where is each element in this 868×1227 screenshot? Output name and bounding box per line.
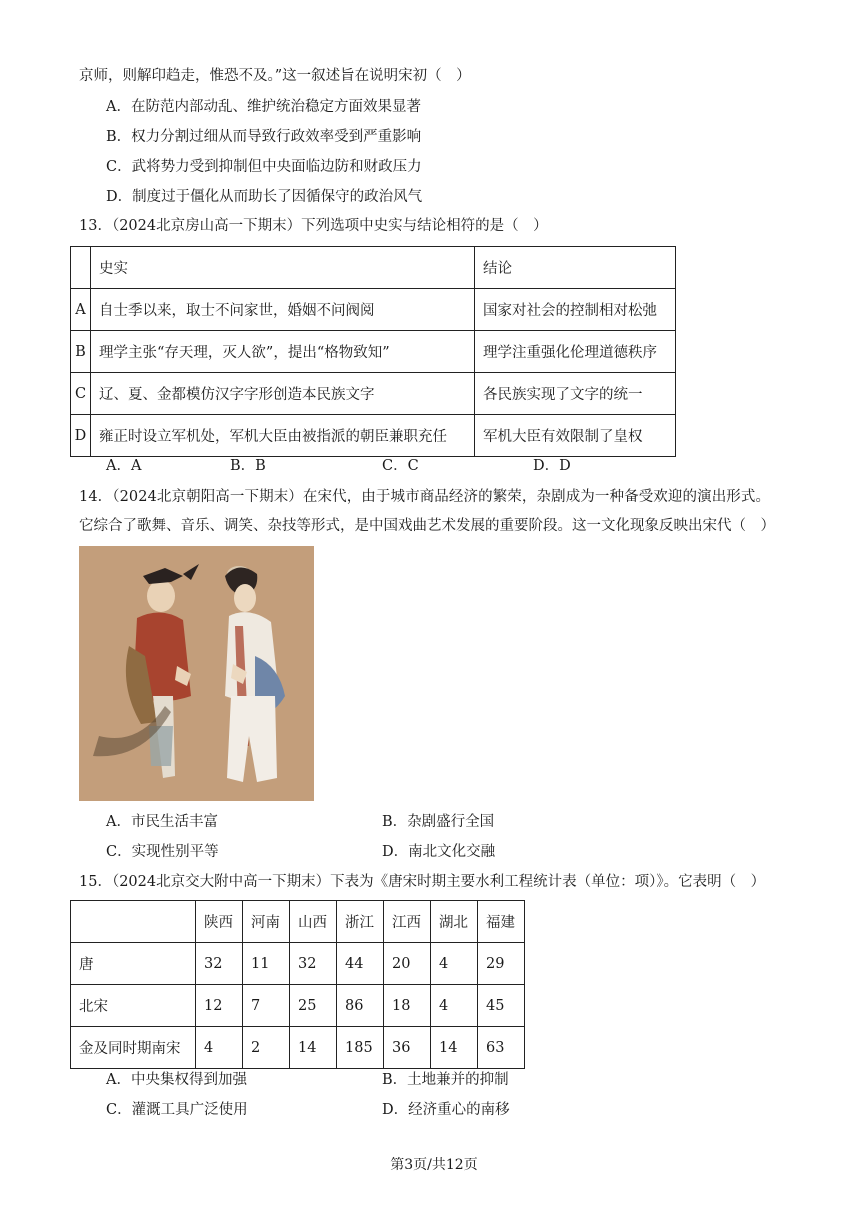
q15-stem: 15．（2024北京交大附中高一下期末）下表为《唐宋时期主要水利工程统计表（单位：项）》。它表明（ ） <box>79 874 766 890</box>
table-cell: 理学注重强化伦理道德秩序 <box>475 331 676 373</box>
table-cell: B <box>71 331 91 373</box>
table-cell: 32 <box>196 943 243 985</box>
page-footer: 第3页/共12页 <box>390 1157 478 1173</box>
table-cell <box>71 247 91 289</box>
table-cell: 20 <box>384 943 431 985</box>
table-cell: 32 <box>290 943 337 985</box>
table-header: 山西 <box>290 901 337 943</box>
table-cell: 军机大臣有效限制了皇权 <box>475 415 676 457</box>
table-cell: 29 <box>478 943 525 985</box>
q13-option-a: A．A <box>106 458 142 474</box>
table-cell: 185 <box>337 1027 384 1069</box>
table-header: 浙江 <box>337 901 384 943</box>
q14-option-b: B．杂剧盛行全国 <box>382 814 495 830</box>
table-cell: 18 <box>384 985 431 1027</box>
table-row <box>71 373 676 415</box>
table-cell: D <box>71 415 91 457</box>
painting-tint <box>79 546 314 801</box>
table-cell: 25 <box>290 985 337 1027</box>
table-cell: 45 <box>478 985 525 1027</box>
q14-option-d: D．南北文化交融 <box>382 844 496 860</box>
q14-option-c: C．实现性别平等 <box>106 844 219 860</box>
table-cell: 4 <box>196 1027 243 1069</box>
table-row <box>71 415 676 457</box>
table-cell: 辽、夏、金都模仿汉字字形创造本民族文字 <box>91 373 475 415</box>
q13-option-b: B．B <box>230 458 266 474</box>
table-cell <box>71 901 196 943</box>
q12-option-c: C．武将势力受到抑制但中央面临边防和财政压力 <box>106 159 422 175</box>
q15-option-b: B．土地兼并的抑制 <box>382 1072 509 1088</box>
table-cell: 4 <box>431 943 478 985</box>
table-row <box>71 943 525 985</box>
q14-stem-line2: 它综合了歌舞、音乐、调笑、杂技等形式，是中国戏曲艺术发展的重要阶段。这一文化现象反映出宋代（ ） <box>79 518 775 534</box>
table-cell: 北宋 <box>71 985 196 1027</box>
table-cell: 63 <box>478 1027 525 1069</box>
q13-stem: 13．（2024北京房山高一下期末）下列选项中史实与结论相符的是（ ） <box>79 218 548 234</box>
table-cell: 各民族实现了文字的统一 <box>475 373 676 415</box>
table-header: 湖北 <box>431 901 478 943</box>
table-header: 福建 <box>478 901 525 943</box>
table-cell: 11 <box>243 943 290 985</box>
table-cell: 44 <box>337 943 384 985</box>
q13-option-c: C．C <box>382 458 419 474</box>
table-cell: 36 <box>384 1027 431 1069</box>
table-cell: 12 <box>196 985 243 1027</box>
table-cell: C <box>71 373 91 415</box>
table-row <box>71 289 676 331</box>
table-cell: 雍正时设立军机处，军机大臣由被指派的朝臣兼职充任 <box>91 415 475 457</box>
q14-stem-line1: 14．（2024北京朝阳高一下期末）在宋代，由于城市商品经济的繁荣，杂剧成为一种备受欢迎的演出形式。 <box>79 489 771 505</box>
table-row <box>71 1027 525 1069</box>
table-cell: 86 <box>337 985 384 1027</box>
table-header: 陕西 <box>196 901 243 943</box>
q12-option-b: B．权力分割过细从而导致行政效率受到严重影响 <box>106 129 422 145</box>
table-cell: 自士季以来，取士不问家世，婚姻不问阀阅 <box>91 289 475 331</box>
table-header: 江西 <box>384 901 431 943</box>
table-cell: 金及同时期南宋 <box>71 1027 196 1069</box>
table-cell: 2 <box>243 1027 290 1069</box>
table-cell: 唐 <box>71 943 196 985</box>
table-cell: A <box>71 289 91 331</box>
table-cell: 7 <box>243 985 290 1027</box>
table-cell: 国家对社会的控制相对松弛 <box>475 289 676 331</box>
q15-option-d: D．经济重心的南移 <box>382 1102 510 1118</box>
table-header: 史实 <box>91 247 475 289</box>
table-row <box>71 901 525 943</box>
table-row <box>71 985 525 1027</box>
table-cell: 理学主张“存天理，灭人欲”，提出“格物致知” <box>91 331 475 373</box>
q13-option-d: D．D <box>533 458 571 474</box>
table-header: 结论 <box>475 247 676 289</box>
q15-option-c: C．灌溉工具广泛使用 <box>106 1102 248 1118</box>
q12-option-d: D．制度过于僵化从而助长了因循保守的政治风气 <box>106 189 423 205</box>
table-cell: 14 <box>290 1027 337 1069</box>
table-header: 河南 <box>243 901 290 943</box>
table-row <box>71 331 676 373</box>
q12-stem-tail: 京师，则解印趋走，惟恐不及。”这一叙述旨在说明宋初（ ） <box>79 68 471 84</box>
q12-option-a: A．在防范内部动乱、维护统治稳定方面效果显著 <box>106 99 421 115</box>
table-row <box>71 247 676 289</box>
song-painting-image <box>79 546 314 801</box>
q14-option-a: A．市民生活丰富 <box>106 814 218 830</box>
q13-table <box>70 246 676 457</box>
table-cell: 4 <box>431 985 478 1027</box>
q15-table <box>70 900 525 1069</box>
table-cell: 14 <box>431 1027 478 1069</box>
q15-option-a: A．中央集权得到加强 <box>106 1072 247 1088</box>
